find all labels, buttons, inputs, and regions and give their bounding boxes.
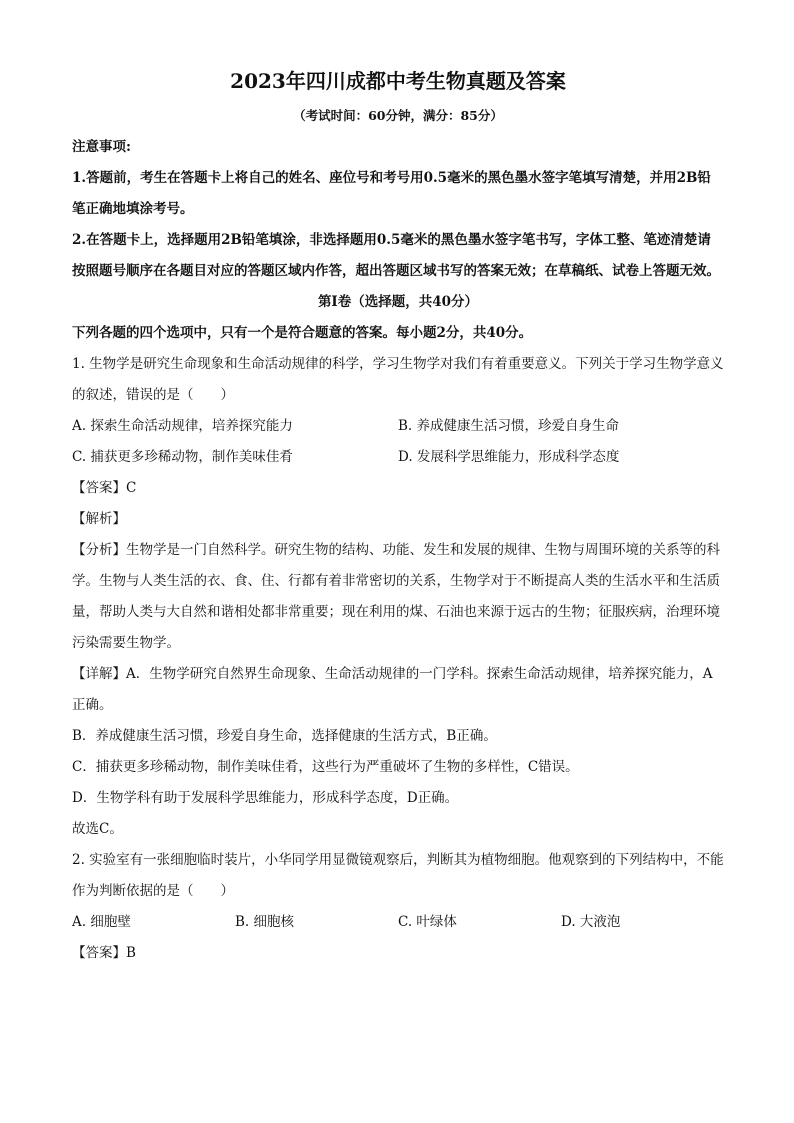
note-item-2: 2.在答题卡上，选择题用2B铅笔填涂，非选择题用0.5毫米的黑色墨水签字笔书写，字体工整、笔迹清楚请按照题号顺序在各题目对应的答题区域内作答，超出答题区域书写的答案无效；在草稿纸、试卷上答题无效。 xyxy=(72,232,720,279)
detail-line: D．生物学科有助于发展科学思维能力，形成科学态度，D正确。 xyxy=(72,790,459,806)
option-d: D. 大液泡 xyxy=(561,914,621,930)
analysis-fenxi: 【分析】生物学是一门自然科学。研究生物的结构、功能、发生和发展的规律、生物与周围环境的关系等的科学。生物与人类生活的衣、食、住、行都有着非常密切的关系，生物学对于不断提高人类的生活水平和生活质量，帮助人类与大自然和谐相处都非常重要；现在利用的煤、石油也来源于远古的生物；征服疾病，治理环境污染需要生物学。 xyxy=(72,542,720,651)
option-c: C. 捕获更多珍稀动物，制作美味佳肴 xyxy=(72,449,293,465)
detail-conclusion: 故选C。 xyxy=(72,821,123,837)
section-heading: 第I卷（选择题，共40分） xyxy=(317,294,479,310)
option-d: D. 发展科学思维能力，形成科学态度 xyxy=(398,449,620,465)
option-a: A. 探索生命活动规律，培养探究能力 xyxy=(72,418,293,434)
question-1-answer: 【答案】C xyxy=(72,480,137,496)
detail-line: C．捕获更多珍稀动物，制作美味佳肴，这些行为严重破坏了生物的多样性，C错误。 xyxy=(72,759,579,775)
exam-info: （考试时间：60分钟，满分：85分） xyxy=(293,108,503,123)
question-2-answer: 【答案】B xyxy=(72,945,136,961)
question-1-stem: 1. 生物学是研究生命现象和生命活动规律的科学，学习生物学对我们有着重要意义。下列关于学习生物学意义的叙述，错误的是（ ） xyxy=(72,356,724,403)
option-b: B. 养成健康生活习惯，珍爱自身生命 xyxy=(398,418,620,434)
question-2-stem: 2. 实验室有一张细胞临时装片，小华同学用显微镜观察后，判断其为植物细胞。他观察到的下列结构中，不能作为判断依据的是（ ） xyxy=(72,852,724,899)
option-c: C. 叶绿体 xyxy=(398,914,457,930)
detail-line: 【详解】A．生物学研究自然界生命现象、生命活动规律的一门学科。探索生命活动规律，培养探究能力，A正确。 xyxy=(72,666,713,713)
option-a: A. 细胞壁 xyxy=(72,914,131,930)
section-instruction: 下列各题的四个选项中，只有一个是符合题意的答案。每小题2分，共40分。 xyxy=(72,325,533,341)
note-item-1: 1.答题前，考生在答题卡上将自己的姓名、座位号和考号用0.5毫米的黑色墨水签字笔填写清楚，并用2B铅笔正确地填涂考号。 xyxy=(72,170,711,217)
document-page xyxy=(72,60,724,969)
detail-line: B．养成健康生活习惯，珍爱自身生命，选择健康的生活方式，B正确。 xyxy=(72,728,497,744)
analysis-label: 【解析】 xyxy=(72,511,126,527)
page-title: 2023年四川成都中考生物真题及答案 xyxy=(230,69,566,93)
notes-heading: 注意事项: xyxy=(72,139,131,155)
question-2-options xyxy=(72,907,724,938)
question-1-options xyxy=(72,411,724,473)
option-b: B. 细胞核 xyxy=(235,914,295,930)
